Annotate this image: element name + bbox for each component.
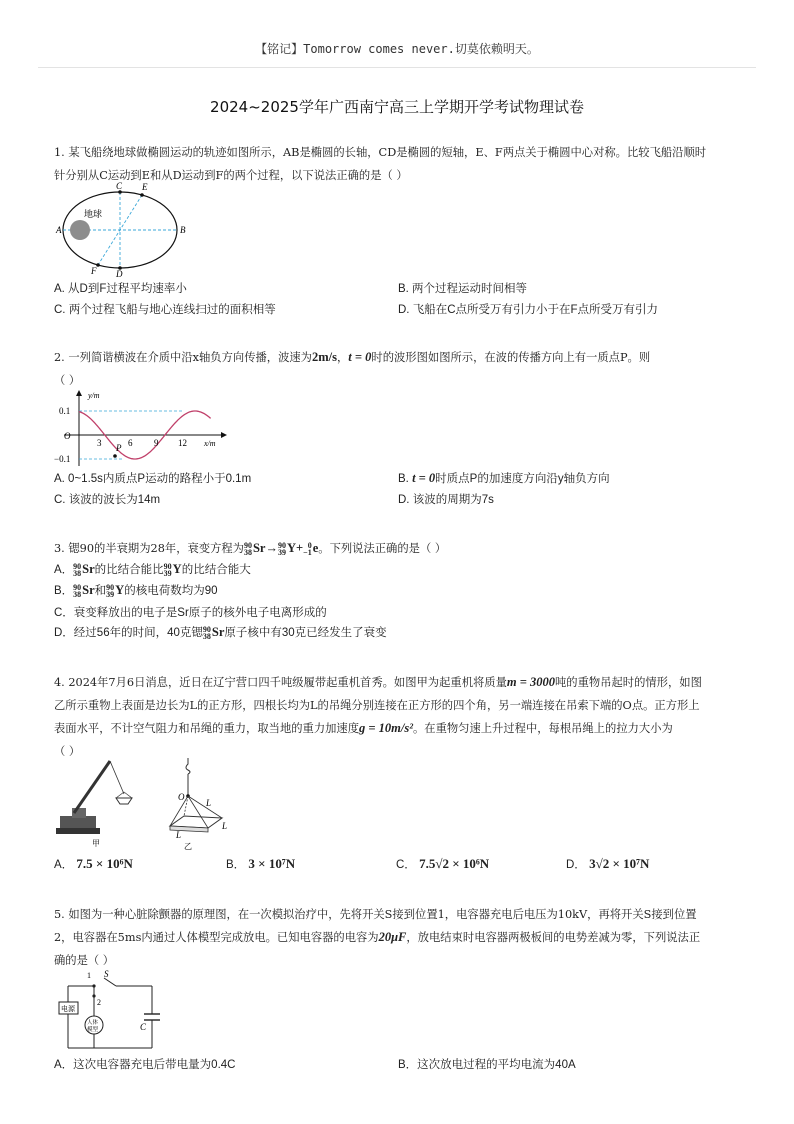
switch-s xyxy=(104,978,116,986)
point-e xyxy=(140,193,144,197)
question-3-option-c: C．衰变释放出的电子是Sr原子的核外电子电离形成的 xyxy=(54,607,327,619)
question-1-line-2: 针分别从C运动到E和从D运动到F的两个过程，以下说法正确的是（ ） xyxy=(54,169,408,182)
label-p: P xyxy=(116,443,122,453)
question-5-stem: 5. 如图为一种心脏除颤器的原理图，在一次模拟治疗中，先将开关S接到位置1，电容器充电后电压为10kV，再将开关S接到位置 2，电容器在5ms内通过人体模型完成放电。已知电容器的电容为20μF，放电结束时电容器两极板间的电势差减为零，下列说法正 确的是（ ） xyxy=(54,908,701,967)
load-sling-left xyxy=(116,792,124,798)
wave-speed: 2m/s xyxy=(311,350,337,364)
point-f xyxy=(96,263,100,267)
crane-boom xyxy=(74,761,110,813)
label-l-2: L xyxy=(222,821,228,831)
earth-label: 地球 xyxy=(84,209,103,219)
label-s: S xyxy=(104,969,109,979)
question-2-option-a: A. 0~1.5s内质点P运动的路程小于0.1m xyxy=(54,473,252,485)
question-4-stem: 4. 2024年7月6日消息，近日在辽宁营口四千吨级履带起重机首秀。如图甲为起重机将质量m = 3000吨的重物吊起时的情形，如图 乙所示重物上表面是边长为L的正方形，四根长均为L的吊绳分别连接在正方形的四个角，另一端连接在吊索下端的O点。正方形上 表面水平，不计空气阻力和吊绳的重力，取当地的重力加速度g = 10m/s²。在重物匀速上升过程中，每根吊绳上的拉力大小为 （ ） xyxy=(54,675,702,758)
label-d: D xyxy=(116,269,123,279)
question-2-line-2: （ ） xyxy=(54,374,81,387)
label-c: C xyxy=(140,1022,147,1032)
question-3-option-d: D．经过56年的时间，40克锶90 38Sr原子核中有30克已经发生了衰变 xyxy=(54,624,387,641)
capacitance-value: 20μF xyxy=(378,930,407,944)
label-a: A xyxy=(56,225,62,235)
question-3-stem: 3. 锶90的半衰期为28年，衰变方程为90 38Sr→90 39Y+ 0 −1e。下列说法正确的是（ ） xyxy=(54,541,447,557)
crane-load xyxy=(116,798,132,804)
question-1-option-c: C. 两个过程飞船与地心连线扫过的面积相等 xyxy=(54,304,276,316)
earth-icon xyxy=(70,220,90,240)
gravity-value: g = 10m/s² xyxy=(359,721,413,735)
question-2-line-1: 2. 一列简谐横波在介质中沿x轴负方向传播，波速为2m/s，t = 0时的波形图如图所示，在波的传播方向上有一质点P。则 xyxy=(54,350,651,364)
question-2-option-c: C. 该波的波长为14m xyxy=(54,494,161,506)
point-p xyxy=(113,454,117,458)
mass-value: m = 3000 xyxy=(506,675,555,689)
label-jia: 甲 xyxy=(92,839,100,848)
question-1-option-a: A. 从D到F过程平均速率小 xyxy=(54,283,187,295)
y-tick-0.1: 0.1 xyxy=(59,406,71,416)
power-label: 电源 xyxy=(61,1005,75,1013)
question-1-orbit-diagram xyxy=(54,180,204,280)
crane-figure-jia xyxy=(54,758,144,848)
time-zero: t = 0 xyxy=(348,350,372,364)
question-4-option-c: C． 7.5√2 × 10⁶N xyxy=(396,856,490,871)
contact-2 xyxy=(92,994,95,997)
question-1-option-b: B. 两个过程运动时间相等 xyxy=(398,283,528,295)
question-3-option-b: B．90 38Sr和90 39Y的核电荷数均为90 xyxy=(54,582,218,599)
question-2-wave-graph xyxy=(54,388,234,468)
question-2-option-b: B. t = 0时质点P的加速度方向沿y轴负方向 xyxy=(398,471,610,485)
origin-label: O xyxy=(64,431,71,441)
rope-3 xyxy=(188,796,222,818)
question-3-option-a: A．90 38Sr的比结合能比90 39Y的比结合能大 xyxy=(54,561,251,578)
label-e: E xyxy=(142,182,148,192)
question-2-stem xyxy=(54,346,744,392)
x-tick-3: 3 xyxy=(97,438,102,448)
header-divider xyxy=(38,67,756,68)
label-o: O xyxy=(178,792,185,802)
question-4-option-d: D． 3√2 × 10⁷N xyxy=(566,856,650,871)
question-1-line-1: 1. 某飞船绕地球做椭圆运动的轨迹如图所示，AB是椭圆的长轴，CD是椭圆的短轴，E、F两点关于椭圆中心对称。比较飞船沿顺时 xyxy=(54,146,707,159)
x-tick-9: 9 xyxy=(154,438,159,448)
hook-icon xyxy=(186,758,190,774)
y-axis-label: y/m xyxy=(88,391,100,400)
label-b: B xyxy=(180,225,186,235)
label-l-1: L xyxy=(206,798,212,808)
label-2: 2 xyxy=(97,998,101,1007)
page-title: 2024~2025学年广西南宁高三上学期开学考试物理试卷 xyxy=(210,98,584,116)
contact-1 xyxy=(92,984,95,987)
x-tick-12: 12 xyxy=(178,438,187,448)
question-1-option-d: D. 飞船在C点所受万有引力小于在F点所受万有引力 xyxy=(398,304,659,316)
question-4-option-a: A． 7.5 × 10⁶N xyxy=(54,856,133,871)
crane-base xyxy=(60,816,96,830)
label-f: F xyxy=(91,266,97,276)
crane-cable xyxy=(110,761,124,794)
question-5-circuit-diagram xyxy=(56,968,166,1052)
body-label-2: 模型 xyxy=(87,1027,99,1033)
load-sling-right xyxy=(124,792,132,798)
label-yi: 乙 xyxy=(184,842,192,851)
x-tick-6: 6 xyxy=(128,438,133,448)
question-5-option-a: A．这次电容器充电后带电量为0.4C xyxy=(54,1059,236,1071)
y-tick-neg-0.1: −0.1 xyxy=(54,454,71,464)
label-c: C xyxy=(116,181,123,191)
question-5-option-b: B．这次放电过程的平均电流为40A xyxy=(398,1059,576,1071)
question-4-option-b: B． 3 × 10⁷N xyxy=(226,856,296,871)
x-axis-label: x/m xyxy=(204,439,216,448)
rope-2 xyxy=(188,796,208,828)
page-header-motto: 【铭记】Tomorrow comes never.切莫依赖明天。 xyxy=(255,42,539,56)
sling-figure-yi xyxy=(160,756,240,851)
label-l-3: L xyxy=(176,830,182,840)
body-label-1: 人体 xyxy=(87,1020,99,1026)
question-2-option-d: D. 该波的周期为7s xyxy=(398,494,494,506)
label-1: 1 xyxy=(87,971,91,980)
crane-track xyxy=(56,828,100,834)
